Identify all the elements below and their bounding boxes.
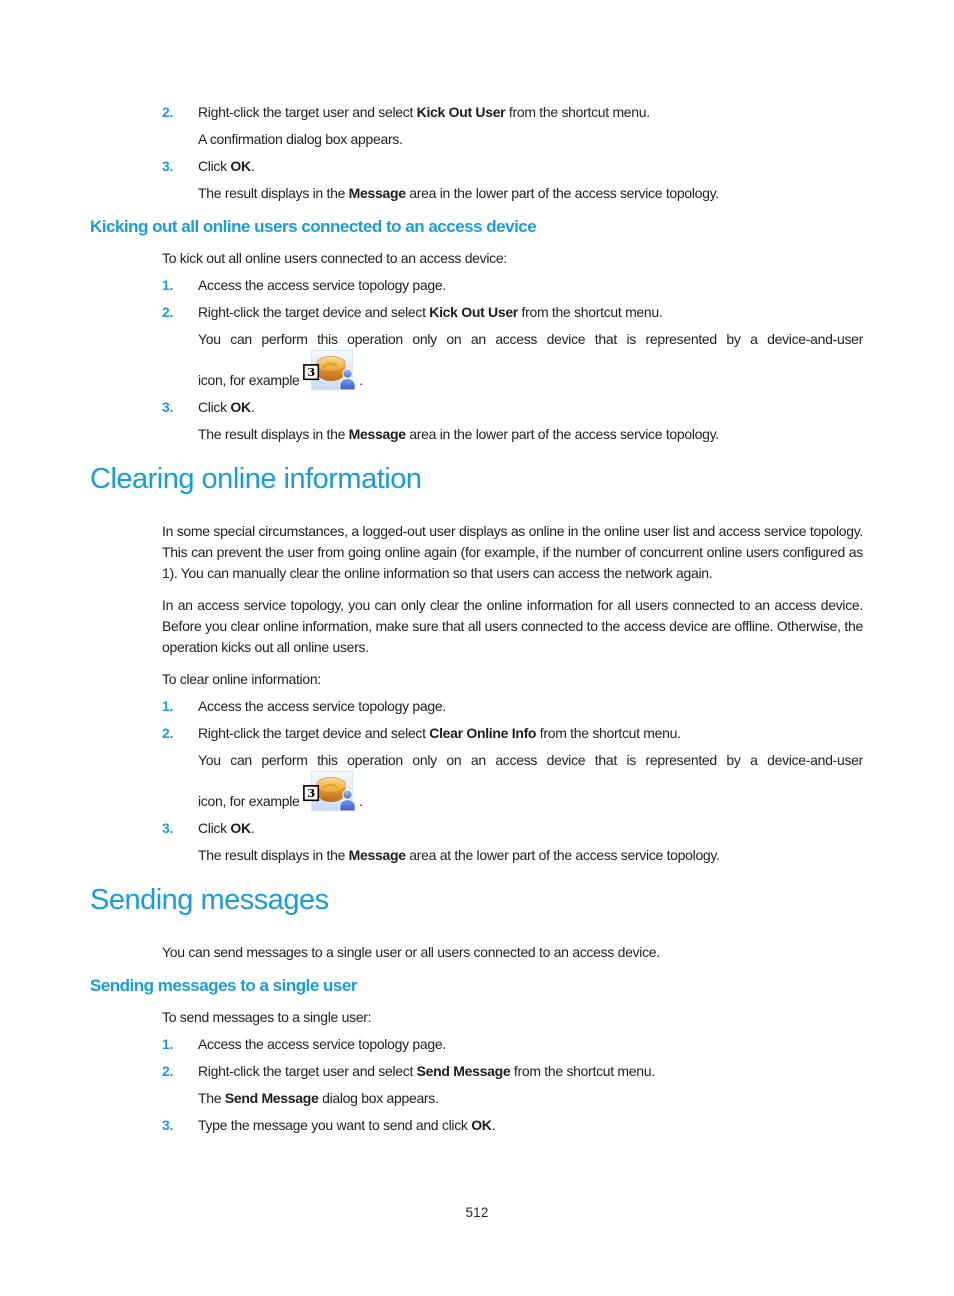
step-number: 3. [162,158,174,174]
note-bold: Message [348,185,406,201]
step-note-icon-line [198,350,863,391]
note-post: area at the lower part of the access service topology. [405,847,720,863]
note-post: . [359,372,363,388]
step-text-bold: OK [471,1117,492,1133]
note-post: area in the lower part of the access service topology. [405,426,719,442]
note-post: area in the lower part of the access service topology. [405,185,719,201]
note-pre: The result displays in the [198,185,349,201]
step-text [198,818,863,839]
step-note [198,845,863,866]
step-text-pre: Right-click the target user and select [198,1063,417,1079]
step-item [162,723,863,744]
step-text-post: . [250,158,255,174]
step-item [162,275,863,296]
step-item [162,102,863,123]
step-text-bold: Clear Online Info [429,725,537,741]
step-number: 2. [162,725,174,741]
step-number: 2. [162,104,174,120]
step-text-pre: Right-click the target device and select [198,304,430,320]
note-pre: The result displays in the [198,847,349,863]
step-item [162,1115,863,1136]
step-text [198,723,863,744]
step-text-pre: Right-click the target user and select [198,104,417,120]
step-number: 2. [162,1063,174,1079]
step-text-bold: OK [230,158,251,174]
note-bold: Message [348,426,406,442]
step-note-icon-line [198,771,863,812]
device-and-user-icon [303,771,359,812]
note-pre: The result displays in the [198,426,349,442]
step-text [198,302,863,323]
section-kicking-out-all-users [0,215,954,445]
step-note [198,183,863,204]
section-kick-out-single-user-steps [0,102,954,204]
step-text-post: from the shortcut menu. [510,1063,655,1079]
device-and-user-icon [303,350,359,391]
step-number: 3. [162,399,174,415]
step-text-pre: Click [198,820,231,836]
step-text-bold: Kick Out User [416,104,506,120]
step-number: 1. [162,698,174,714]
step-text-bold: Send Message [416,1063,511,1079]
step-note [198,1088,863,1109]
procedure-intro: To clear online information: [162,671,321,687]
note-pre: The [198,1090,225,1106]
step-item [162,818,863,839]
note-pre: icon, for example [198,372,304,388]
body-paragraph: You can send messages to a single user or all users connected to an access device. [162,944,660,960]
subsection-heading: Kicking out all online users connected to an access device [90,217,537,236]
section-heading: Sending messages [90,884,329,916]
step-note: You can perform this operation only on an access device that is represented by a device-and-user [198,331,863,347]
procedure-intro: To kick out all online users connected to an access device: [162,250,507,266]
step-item [162,1061,863,1082]
page-number: 512 [465,1205,489,1220]
step-text [198,102,863,123]
step-text-bold: Kick Out User [429,304,518,320]
step-text [198,397,863,418]
step-number: 2. [162,304,174,320]
step-number: 3. [162,820,174,836]
step-text [198,1115,863,1136]
note-post: . [359,793,363,809]
step-note [198,424,863,445]
note-bold: Message [348,847,406,863]
section-sending-messages [0,882,954,1136]
step-text: Access the access service topology page. [198,1036,446,1052]
step-text-post: . [491,1117,496,1133]
step-text-pre: Click [198,158,231,174]
section-heading: Clearing online information [90,463,422,495]
step-item [162,302,863,323]
step-text-pre: Click [198,399,231,415]
procedure-intro: To send messages to a single user: [162,1009,372,1025]
step-text-post: from the shortcut menu. [517,304,663,320]
step-text-bold: OK [230,399,251,415]
step-note: You can perform this operation only on an access device that is represented by a device-and-user [198,752,863,768]
step-text-post: . [250,399,255,415]
note-pre: icon, for example [198,793,304,809]
step-text-post: from the shortcut menu. [536,725,681,741]
step-text-bold: OK [230,820,251,836]
body-paragraph: In an access service topology, you can only clear the online information for all users connected to an access device. Before you clear online information, make sure that all users connected to the access device are offline. Otherwise, the operation kicks out all online users. [162,597,863,655]
subsection-heading: Sending messages to a single user [90,976,357,995]
step-text-pre: Right-click the target device and select [198,725,430,741]
section-clearing-online-information [0,461,954,866]
step-item [162,1034,863,1055]
step-text [198,156,863,177]
step-text-post: . [250,820,255,836]
step-number: 3. [162,1117,174,1133]
step-text-pre: Type the message you want to send and click [198,1117,472,1133]
body-paragraph: In some special circumstances, a logged-out user displays as online in the online user list and access service topology. This can prevent the user from going online again (for example, if the number of concurrent online users configured as 1). You can manually clear the online information so that users can access the network again. [162,523,863,581]
step-note: A confirmation dialog box appears. [198,131,403,147]
step-item [162,397,863,418]
step-item [162,696,863,717]
step-number: 1. [162,277,174,293]
step-number: 1. [162,1036,174,1052]
step-text [198,1061,863,1082]
note-post: dialog box appears. [318,1090,439,1106]
step-item [162,156,863,177]
step-text: Access the access service topology page. [198,698,446,714]
note-bold: Send Message [224,1090,319,1106]
step-text-post: from the shortcut menu. [505,104,650,120]
step-text: Access the access service topology page. [198,277,446,293]
